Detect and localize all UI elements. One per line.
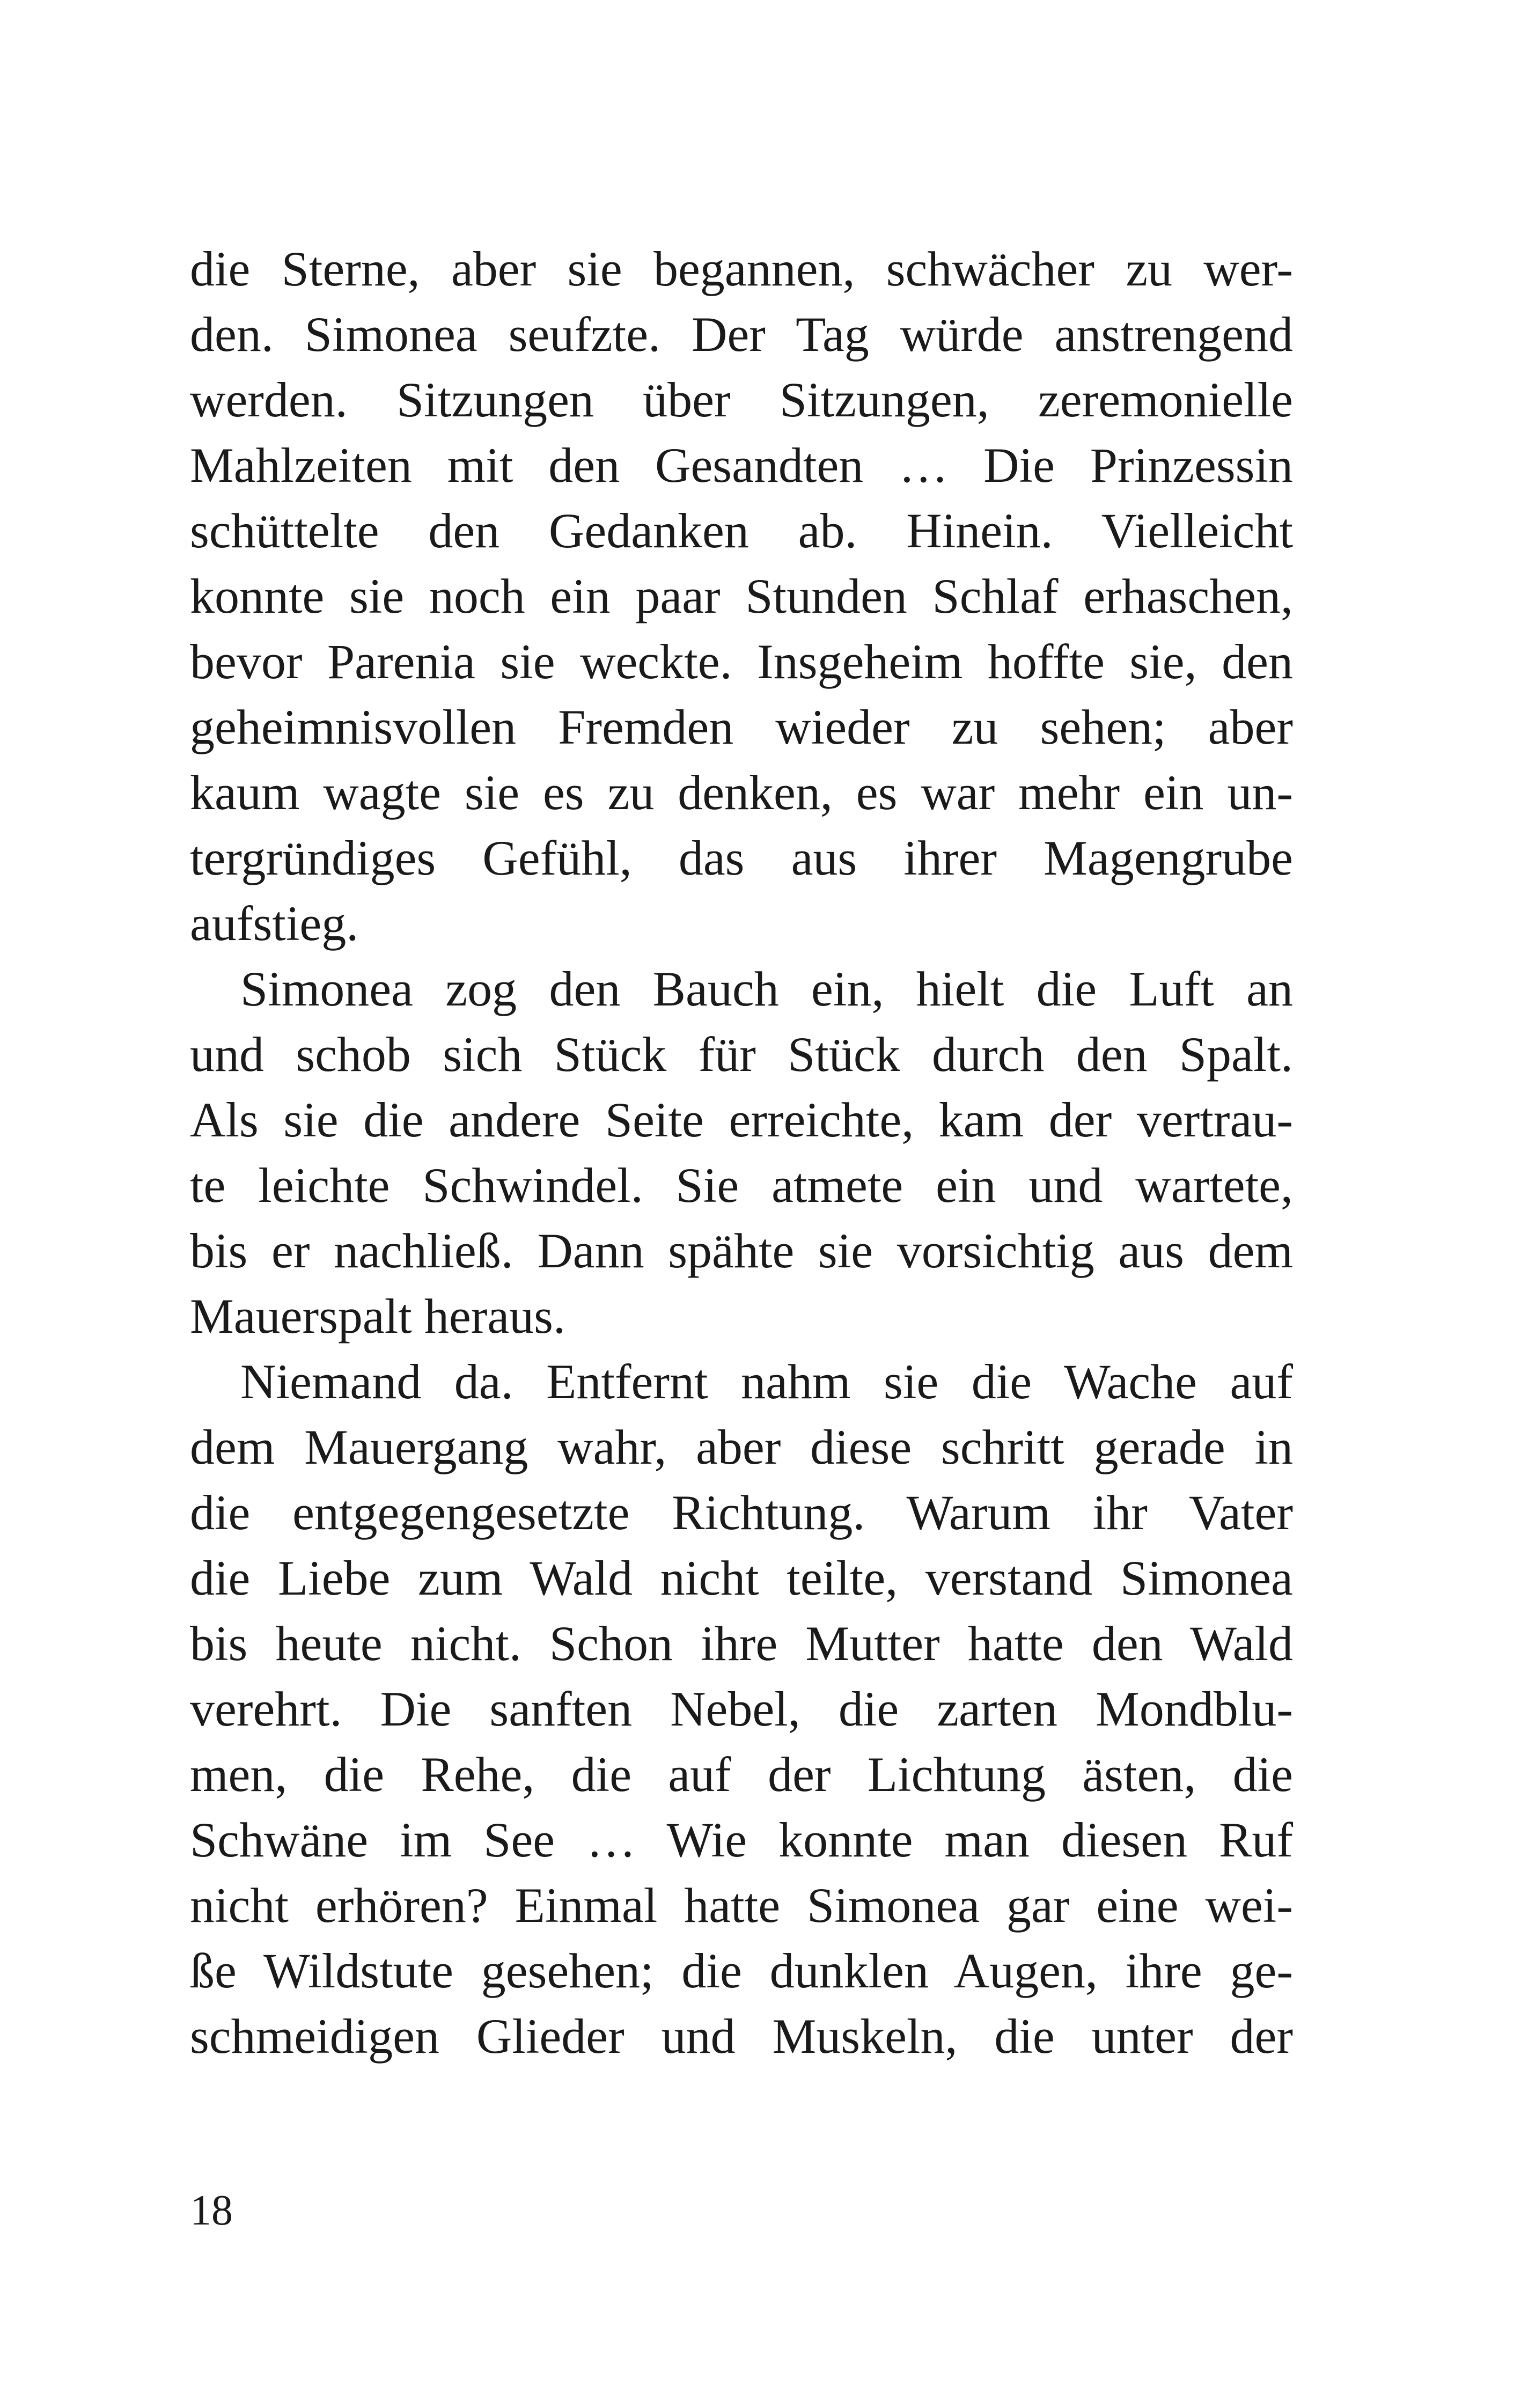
text-line: die Sterne, aber sie begannen, schwächer zu wer- (190, 241, 1293, 296)
text-line: Niemand da. Entfernt nahm sie die Wache auf (240, 1354, 1293, 1409)
text-line: Mauerspalt heraus. (190, 1289, 565, 1344)
text-line: und schob sich Stück für Stück durch den Spalt. (190, 1027, 1293, 1082)
text-line: men, die Rehe, die auf der Lichtung ästen, die (190, 1747, 1293, 1802)
text-line: verehrt. Die sanften Nebel, die zarten Mondblu- (190, 1682, 1293, 1736)
text-line: die Liebe zum Wald nicht teilte, verstand Simonea (190, 1551, 1293, 1605)
text-line: kaum wagte sie es zu denken, es war mehr ein un- (190, 765, 1293, 820)
text-line: schüttelte den Gedanken ab. Hinein. Vielleicht (190, 503, 1293, 558)
text-line: Als sie die andere Seite erreichte, kam der vertrau- (190, 1092, 1293, 1147)
text-line: nicht erhören? Einmal hatte Simonea gar eine wei- (190, 1878, 1293, 1933)
text-line: bis er nachließ. Dann spähte sie vorsichtig aus dem (190, 1223, 1293, 1278)
text-line: dem Mauergang wahr, aber diese schritt gerade in (190, 1420, 1293, 1474)
text-line: bevor Parenia sie weckte. Insgeheim hoffte sie, den (190, 634, 1293, 689)
page-number: 18 (190, 2187, 233, 2234)
text-line: tergründiges Gefühl, das aus ihrer Magengrube (190, 831, 1293, 885)
text-line: den. Simonea seufzte. Der Tag würde anstrengend (190, 307, 1293, 362)
text-line: aufstieg. (190, 896, 359, 951)
text-line: Schwäne im See … Wie konnte man diesen Ruf (190, 1812, 1293, 1867)
text-line: bis heute nicht. Schon ihre Mutter hatte den Wald (190, 1616, 1293, 1671)
body-text (190, 236, 1293, 2069)
text-line: Mahlzeiten mit den Gesandten … Die Prinzessin (190, 438, 1293, 493)
text-line: werden. Sitzungen über Sitzungen, zeremonielle (190, 372, 1293, 427)
text-line: te leichte Schwindel. Sie atmete ein und wartete, (190, 1158, 1293, 1213)
text-line: ße Wildstute gesehen; die dunklen Augen, ihre ge- (190, 1943, 1293, 1998)
text-line: konnte sie noch ein paar Stunden Schlaf erhaschen, (190, 569, 1293, 623)
text-line: geheimnisvollen Fremden wieder zu sehen; aber (190, 700, 1293, 754)
text-line: die entgegengesetzte Richtung. Warum ihr Vater (190, 1485, 1293, 1540)
text-line: schmeidigen Glieder und Muskeln, die unter der (190, 2009, 1293, 2064)
text-line: Simonea zog den Bauch ein, hielt die Luft an (240, 961, 1293, 1016)
